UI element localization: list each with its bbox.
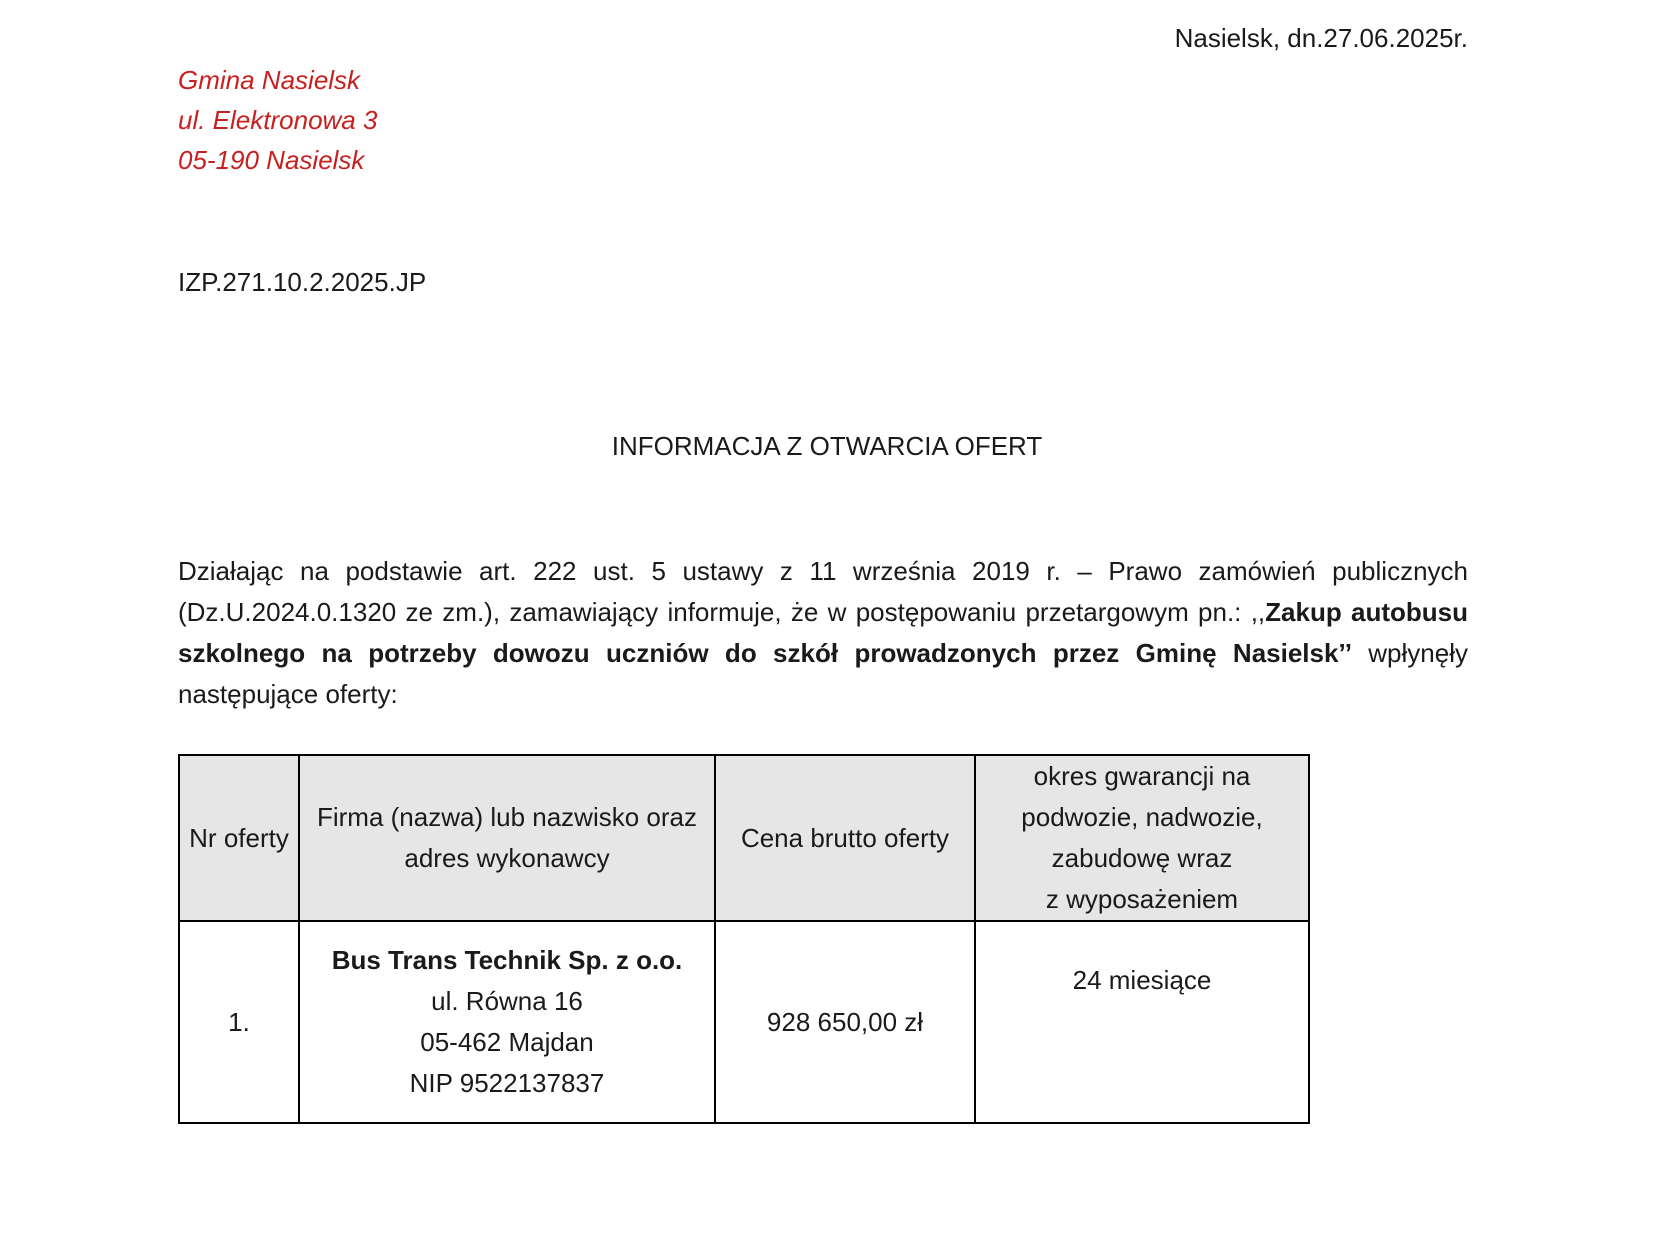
header-firm: Firma (nazwa) lub nazwisko oraz adres wykonawcy [299, 755, 715, 921]
table-row [179, 921, 1309, 1123]
sender-city: 05-190 Nasielsk [178, 145, 365, 175]
firm-city: 05-462 Majdan [420, 1027, 594, 1057]
cell-guarantee: 24 miesiące [975, 921, 1309, 1123]
body-paragraph [178, 551, 1468, 715]
header-guarantee [975, 755, 1309, 921]
cell-nr: 1. [179, 921, 299, 1123]
reference-number: IZP.271.10.2.2025.JP [178, 267, 427, 297]
place-date: Nasielsk, dn.27.06.2025r. [1174, 23, 1468, 53]
header-nr: Nr oferty [179, 755, 299, 921]
sender-street: ul. Elektronowa 3 [178, 105, 378, 135]
cell-price: 928 650,00 zł [715, 921, 975, 1123]
offers-table [178, 754, 1310, 1124]
cell-firm [299, 921, 715, 1123]
firm-nip: NIP 9522137837 [409, 1068, 605, 1098]
document-title: INFORMACJA Z OTWARCIA OFERT [611, 431, 1043, 461]
paragraph-intro: Działając na podstawie art. 222 ust. 5 ustawy z 11 września 2019 r. – Prawo zamówień publicznych (Dz.U.2024.0.1320 ze zm.), zamawiający informuje, że w postępowaniu przetargowym pn.: ,, [178, 556, 1468, 627]
table-header-row [179, 755, 1309, 921]
sender-address [178, 60, 377, 180]
paragraph-outro: wpłynęły następujące oferty: [178, 638, 1468, 709]
header-guarantee-line1: okres gwarancji na podwozie, nadwozie, zabudowę wraz [1021, 761, 1263, 873]
sender-name: Gmina Nasielsk [178, 65, 361, 95]
firm-name: Bus Trans Technik Sp. z o.o. [331, 945, 683, 975]
header-price: Cena brutto oferty [715, 755, 975, 921]
procurement-subject: Zakup autobusu szkolnego na potrzeby dowozu uczniów do szkół prowadzonych przez Gminę Nasielsk’’ [178, 597, 1468, 668]
header-guarantee-line2: z wyposażeniem [1045, 884, 1239, 914]
firm-street: ul. Równa 16 [431, 986, 583, 1016]
